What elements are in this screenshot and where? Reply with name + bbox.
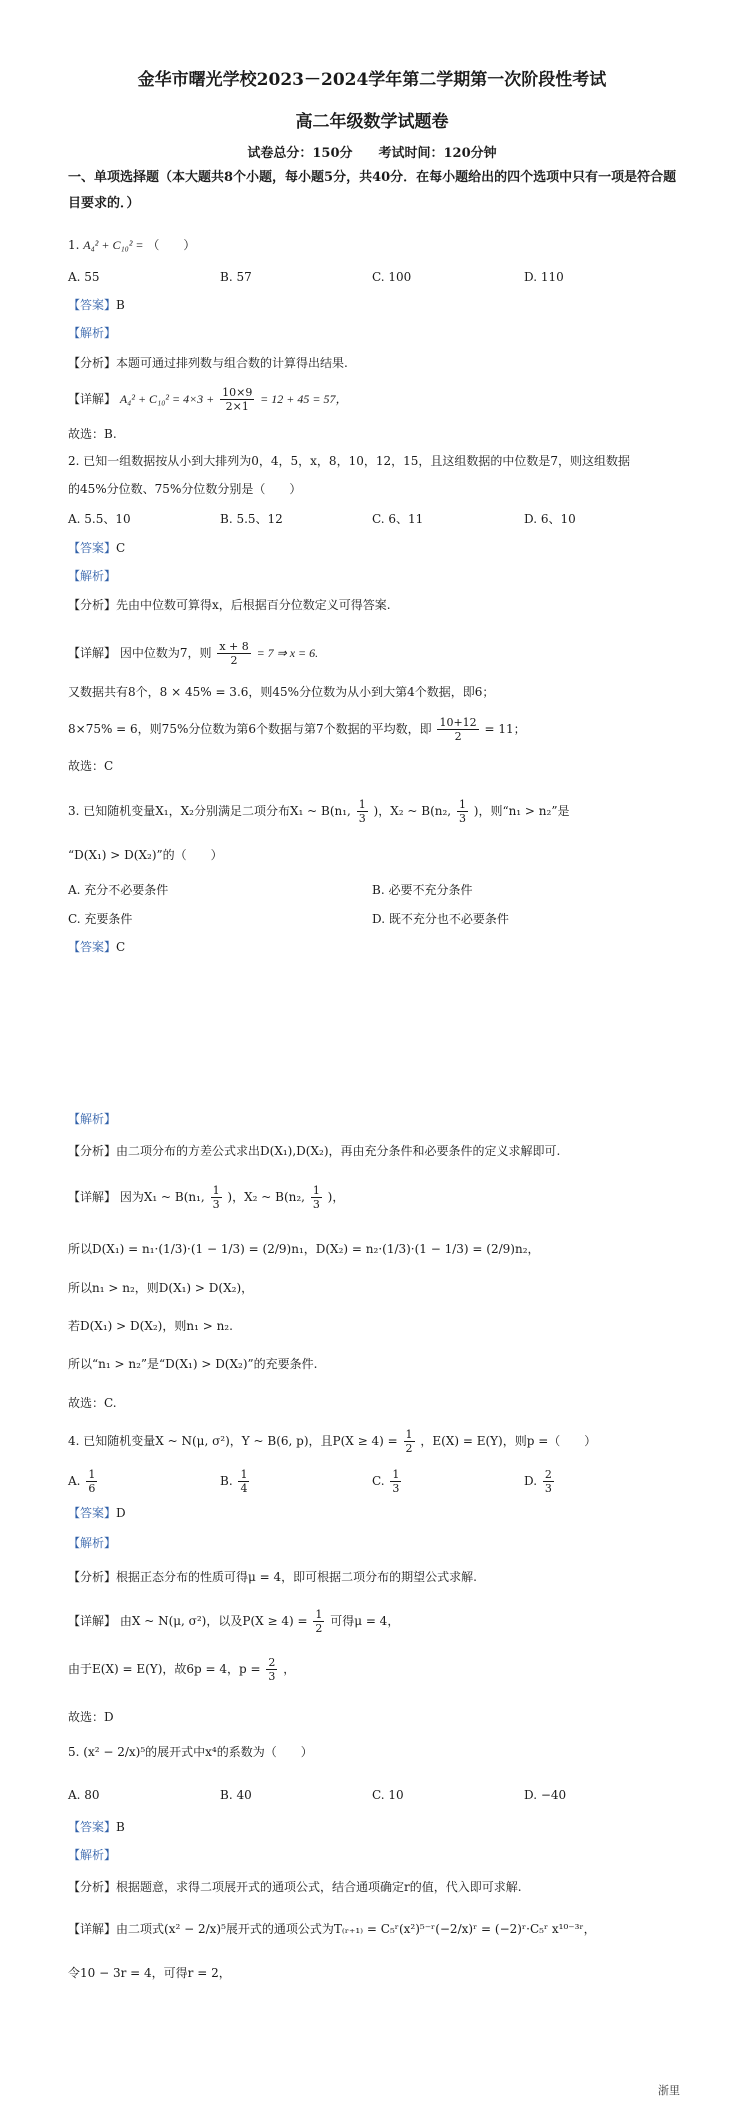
- page-footer-mark: 浙里: [658, 2084, 680, 2097]
- q3-third-fraction: $\frac{1}{3}$: [458, 798, 466, 825]
- q3-conclusion: 故选：C.: [68, 1396, 117, 1410]
- q4-result-fraction: $\frac{2}{3}$: [268, 1656, 276, 1683]
- q4-option-a: A. $\frac{1}{6}$: [68, 1468, 96, 1495]
- q3-third-fraction: $\frac{1}{3}$: [212, 1184, 220, 1211]
- q3-stem-line1: 3. 已知随机变量X₁，X₂分别满足二项分布X₁ ~ B(n₁, $\frac{1}{3}$ )，X₂ ~ B(n₂, $\frac{1}{3}$ )，则“n₁ > n₂”是: [68, 798, 570, 825]
- q2-step1: 又数据共有8个，8 × 45% = 3.6，则45%分位数为从小到大第4个数据，即6；: [68, 685, 495, 699]
- q4-answer: 【答案】D: [68, 1506, 126, 1520]
- q1-fraction: $\frac{10\times 9}{2\times 1}$: [222, 386, 253, 413]
- q2-analysis-tag: 【解析】: [68, 569, 117, 583]
- q3-option-d: D. 既不充分也不必要条件: [372, 912, 509, 926]
- q4-option-b: B. $\frac{1}{4}$: [220, 1468, 248, 1495]
- q5-option-b: B. 40: [220, 1788, 252, 1802]
- q5-option-c: C. 10: [372, 1788, 404, 1802]
- q3-step4: 所以“n₁ > n₂”是“D(X₁) > D(X₂)”的充要条件.: [68, 1357, 318, 1371]
- q3-step2: 所以n₁ > n₂，则D(X₁) > D(X₂)，: [68, 1281, 254, 1295]
- q2-detail: 【详解】 因中位数为7，则 $\frac{x + 8}{2}$ = 7 ⇒ x = 6.: [68, 640, 319, 667]
- exam-meta: 试卷总分：150分 考试时间：120分钟: [247, 146, 497, 161]
- q1-analysis-tag: 【解析】: [68, 326, 117, 340]
- q2-stem-line1: 2. 已知一组数据按从小到大排列为0，4，5，x，8，10，12，15，且这组数据的中位数是7，则这组数据: [68, 454, 631, 468]
- q2-option-b: B. 5.5、12: [220, 512, 283, 526]
- q4-fenxi: 【分析】根据正态分布的性质可得μ = 4，即可根据二项分布的期望公式求解.: [68, 1570, 477, 1584]
- q2-option-c: C. 6、11: [372, 512, 424, 526]
- q3-detail: 【详解】 因为X₁ ~ B(n₁, $\frac{1}{3}$ )，X₂ ~ B(n₂, $\frac{1}{3}$ )，: [68, 1184, 345, 1211]
- q4-half-fraction: $\frac{1}{2}$: [405, 1428, 413, 1455]
- q4-conclusion: 故选：D: [68, 1710, 114, 1724]
- q3-option-a: A. 充分不必要条件: [68, 883, 169, 897]
- q5-analysis-tag: 【解析】: [68, 1848, 117, 1862]
- q1-conclusion: 故选：B.: [68, 427, 117, 441]
- q2-option-d: D. 6、10: [524, 512, 576, 526]
- q5-step: 令10 − 3r = 4，可得r = 2，: [68, 1966, 231, 1980]
- q1-answer: 【答案】B: [68, 298, 125, 312]
- q2-fraction: $\frac{x + 8}{2}$: [219, 640, 249, 667]
- q3-option-c: C. 充要条件: [68, 912, 133, 926]
- q2-option-a: A. 5.5、10: [68, 512, 131, 526]
- q5-option-a: A. 80: [68, 1788, 100, 1802]
- q3-answer: 【答案】C: [68, 940, 126, 954]
- q4-half-fraction: $\frac{1}{2}$: [315, 1608, 323, 1635]
- exam-subtitle: 高二年级数学试题卷: [295, 112, 449, 132]
- q3-stem-line2: “D(X₁) > D(X₂)”的（ ）: [68, 848, 223, 862]
- q4-option-c: C. $\frac{1}{3}$: [372, 1468, 400, 1495]
- q2-step2: 8×75% = 6，则75%分位数为第6个数据与第7个数据的平均数，即 $\frac{10+12}{2}$ = 11；: [68, 716, 526, 743]
- q3-third-fraction: $\frac{1}{3}$: [358, 798, 366, 825]
- q4-step: 由于E(X) = E(Y)，故6p = 4，p = $\frac{2}{3}$ ，: [68, 1656, 296, 1683]
- q4-detail: 【详解】 由X ~ N(μ, σ²)，以及P(X ≥ 4) = $\frac{1}{2}$ 可得μ = 4，: [68, 1608, 400, 1635]
- q3-option-b: B. 必要不充分条件: [372, 883, 473, 897]
- q2-average-fraction: $\frac{10+12}{2}$: [439, 716, 477, 743]
- q1-stem: 1. A₄² + C₁₀² = （ ）: [68, 238, 196, 252]
- q4-analysis-tag: 【解析】: [68, 1536, 117, 1550]
- q5-detail: 【详解】由二项式(x² − 2/x)⁵展开式的通项公式为T₍ᵣ₊₁₎ = C₅ʳ(x²)⁵⁻ʳ(−2/x)ʳ = (−2)ʳ·C₅ʳ x¹⁰⁻³ʳ，: [68, 1922, 596, 1936]
- q1-option-d: D. 110: [524, 270, 564, 284]
- q3-analysis-tag: 【解析】: [68, 1112, 117, 1126]
- q1-option-c: C. 100: [372, 270, 412, 284]
- q2-answer: 【答案】C: [68, 541, 126, 555]
- exam-title: 金华市曙光学校2023－2024学年第二学期第一次阶段性考试: [137, 70, 607, 90]
- q4-option-d: D. $\frac{2}{3}$: [524, 1468, 552, 1495]
- q1-option-b: B. 57: [220, 270, 252, 284]
- q2-fenxi: 【分析】先由中位数可算得x，后根据百分位数定义可得答案.: [68, 598, 391, 612]
- q4-stem: 4. 已知随机变量X ~ N(μ, σ²)，Y ~ B(6, p)，且P(X ≥ 4) = $\frac{1}{2}$ ，E(X) = E(Y)，则p =（ ）: [68, 1428, 597, 1455]
- q2-stem-line2: 的45%分位数、75%分位数分别是（ ）: [68, 482, 302, 496]
- q3-third-fraction: $\frac{1}{3}$: [312, 1184, 320, 1211]
- q5-stem: 5. (x² − 2/x)⁵的展开式中x⁴的系数为（ ）: [68, 1745, 313, 1759]
- section-heading: 一、单项选择题（本大题共8个小题，每小题5分，共40分．在每小题给出的四个选项中只有一项是符合题目要求的．）: [68, 170, 677, 211]
- q3-fenxi: 【分析】由二项分布的方差公式求出D(X₁),D(X₂)，再由充分条件和必要条件的定义求解即可.: [68, 1144, 561, 1158]
- q1-fenxi: 【分析】本题可通过排列数与组合数的计算得出结果.: [68, 356, 348, 370]
- q1-detail: 【详解】 A₄² + C₁₀² = 4×3 + $\frac{10\times 9}{2\times 1}$ = 12 + 45 = 57，: [68, 386, 348, 413]
- q3-step1: 所以D(X₁) = n₁·(1/3)·(1 − 1/3) = (2/9)n₁，D(X₂) = n₂·(1/3)·(1 − 1/3) = (2/9)n₂，: [68, 1242, 540, 1256]
- q5-option-d: D. −40: [524, 1788, 567, 1802]
- q2-conclusion: 故选：C: [68, 759, 114, 773]
- q3-step3: 若D(X₁) > D(X₂)，则n₁ > n₂.: [68, 1319, 233, 1333]
- q1-option-a: A. 55: [68, 270, 100, 284]
- q5-answer: 【答案】B: [68, 1820, 125, 1834]
- q5-fenxi: 【分析】根据题意，求得二项展开式的通项公式，结合通项确定r的值，代入即可求解.: [68, 1880, 522, 1894]
